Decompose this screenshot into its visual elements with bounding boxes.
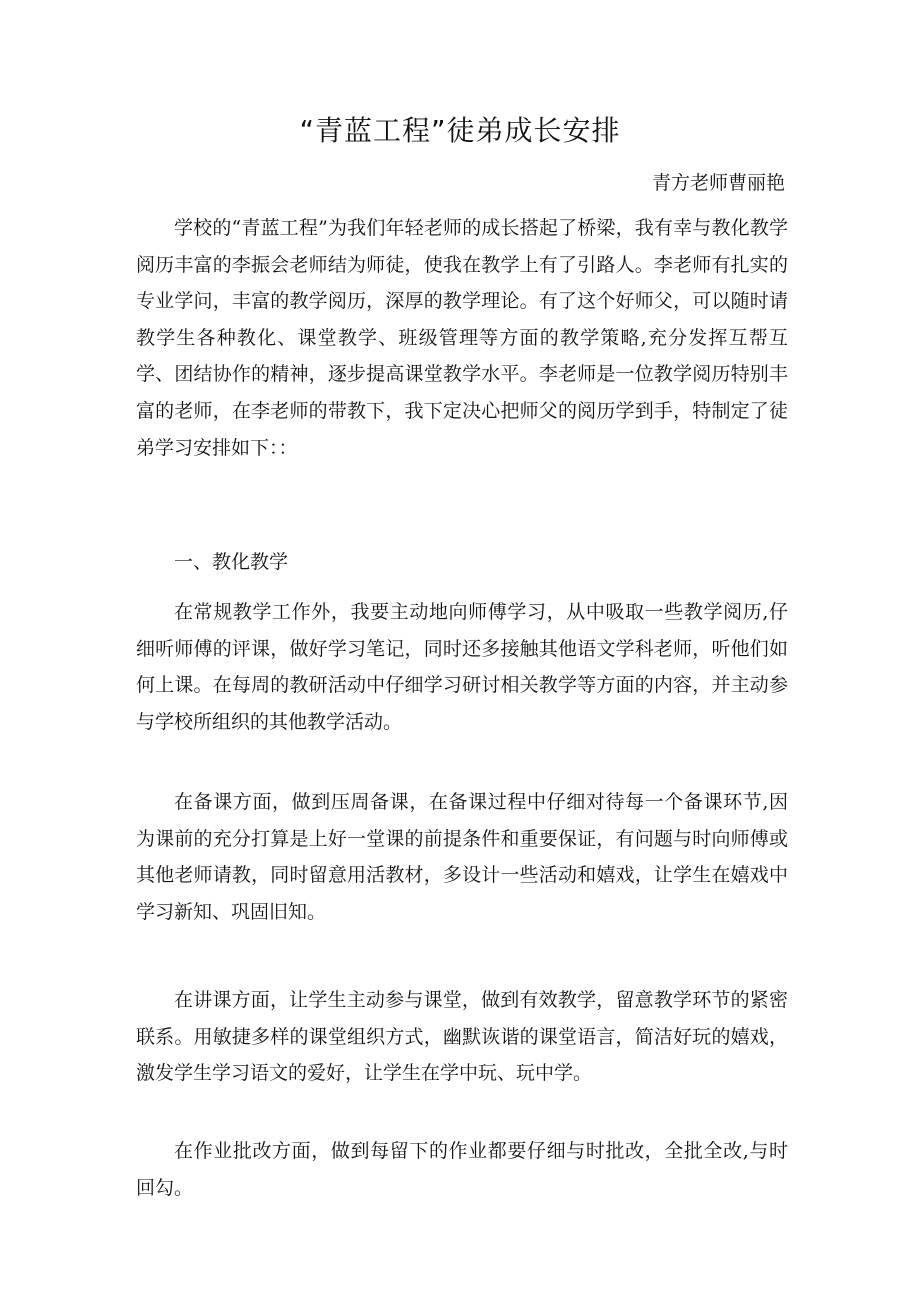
body-paragraph: 在讲课方面，让学生主动参与课堂，做到有效教学，留意教学环节的紧密联系。用敏捷多样的课堂组织方式，幽默诙谐的课堂语言，简洁好玩的嬉戏，激发学生学习语文的爱好，让学生在学中玩、玩中学。 bbox=[136, 989, 788, 1085]
body-paragraph: 在备课方面，做到压周备课，在备课过程中仔细对待每一个备课环节,因为课前的充分打算是上好一堂课的前提条件和重要保证，有问题与时向师傅或其他老师请教，同时留意用活教材，多设计一些活动和嬉戏，让学生在嬉戏中学习新知、巩固旧知。 bbox=[136, 791, 788, 923]
document-title: “青蓝工程”徒弟成长安排 bbox=[299, 114, 621, 147]
section-heading: 一、教化教学 bbox=[174, 551, 289, 573]
body-paragraph: 在常规教学工作外，我要主动地向师傅学习，从中吸取一些教学阅历,仔细听师傅的评课，做好学习笔记，同时还多接触其他语文学科老师，听他们如何上课。在每周的教研活动中仔细学习研讨相关教学等方面的内容，并主动参与学校所组织的其他教学活动。 bbox=[136, 601, 788, 733]
author-line: 青方老师曹丽艳 bbox=[651, 172, 785, 194]
body-paragraph: 在作业批改方面，做到每留下的作业都要仔细与时批改，全批全改,与时回勾。 bbox=[136, 1140, 788, 1199]
intro-paragraph: 学校的“青蓝工程”为我们年轻老师的成长搭起了桥梁，我有幸与教化教学阅历丰富的李振会老师结为师徒，使我在教学上有了引路人。李老师有扎实的专业学问，丰富的教学阅历，深厚的教学理论。有了这个好师父，可以随时请教学生各种教化、课堂教学、班级管理等方面的教学策略,充分发挥互帮互学、团结协作的精神，逐步提高课堂教学水平。李老师是一位教学阅历特别丰富的老师，在李老师的带教下，我下定决心把师父的阅历学到手，特制定了徒弟学习安排如下：： bbox=[136, 217, 788, 459]
